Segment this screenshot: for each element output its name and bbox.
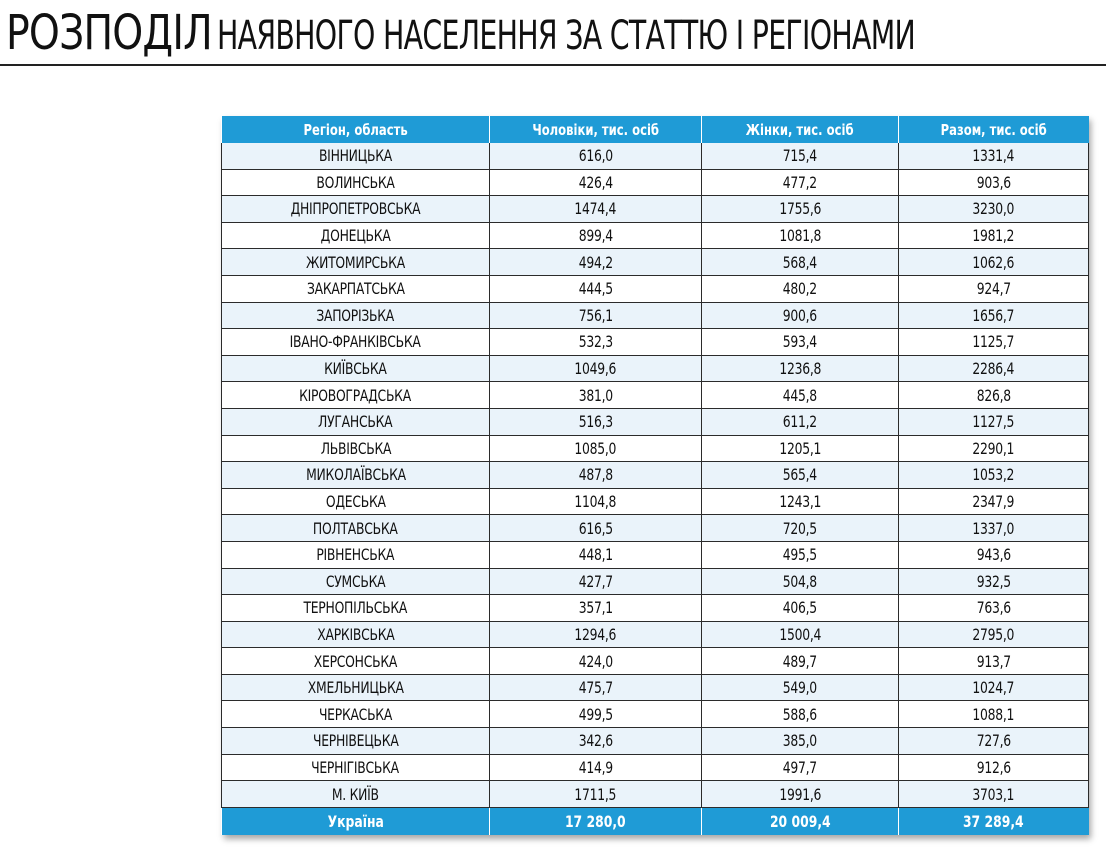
women-value: 495,5 (782, 545, 818, 565)
table-row (222, 355, 1089, 382)
region-cell (222, 408, 490, 435)
region-cell (222, 196, 490, 223)
total-value: 3230,0 (972, 199, 1015, 219)
total-cell (899, 435, 1089, 462)
column-header-women (702, 116, 899, 143)
region-value: ТЕРНОПІЛЬСЬКА (303, 598, 408, 618)
total-value: 727,6 (976, 731, 1011, 751)
page-title (6, 2, 1106, 64)
men-value: 616,5 (578, 518, 613, 538)
region-cell (222, 488, 490, 515)
total-value: 1656,7 (972, 305, 1015, 325)
women-cell (702, 621, 899, 648)
men-cell (490, 515, 702, 542)
region-cell (222, 515, 490, 542)
table-header (222, 116, 1089, 143)
region-value: ІВАНО-ФРАНКІВСЬКА (290, 332, 421, 352)
men-cell (490, 728, 702, 755)
men-cell (490, 781, 702, 808)
table-row (222, 222, 1089, 249)
total-region-cell (222, 807, 490, 835)
total-cell (899, 329, 1089, 356)
men-value: 424,0 (578, 651, 613, 671)
column-header-total-label: Разом, тис. осіб (940, 120, 1047, 139)
women-cell (702, 595, 899, 622)
region-value: ЗАПОРІЗЬКА (316, 305, 395, 325)
women-value: 385,0 (782, 731, 818, 751)
table-row (222, 302, 1089, 329)
table-row (222, 329, 1089, 356)
women-cell (702, 515, 899, 542)
region-cell (222, 781, 490, 808)
women-value: 1205,1 (779, 438, 821, 458)
total-value: 826,8 (976, 385, 1011, 405)
women-cell (702, 143, 899, 169)
region-cell (222, 462, 490, 489)
men-cell (490, 621, 702, 648)
total-cell (899, 728, 1089, 755)
region-value: ЧЕРКАСЬКА (318, 704, 393, 724)
women-value: 504,8 (782, 571, 818, 591)
table-row (222, 515, 1089, 542)
total-value: 1337,0 (972, 518, 1015, 538)
total-cell (899, 382, 1089, 409)
men-cell (490, 169, 702, 196)
men-value: 342,6 (578, 731, 613, 751)
region-value: М. КИЇВ (332, 784, 379, 804)
total-cell (899, 302, 1089, 329)
women-cell (702, 781, 899, 808)
women-value: 489,7 (782, 651, 818, 671)
table-row (222, 435, 1089, 462)
total-cell (899, 781, 1089, 808)
men-value: 414,9 (578, 757, 613, 777)
men-value: 499,5 (578, 704, 613, 724)
women-cell (702, 408, 899, 435)
region-value: ДНІПРОПЕТРОВСЬКА (290, 199, 421, 219)
table-row (222, 488, 1089, 515)
title-main: РОЗПОДІЛ (6, 5, 212, 61)
men-cell (490, 329, 702, 356)
column-header-total (899, 116, 1089, 143)
total-value: 1088,1 (972, 704, 1015, 724)
women-value: 1243,1 (779, 492, 821, 512)
total-value: 924,7 (976, 279, 1011, 299)
total-cell (899, 462, 1089, 489)
men-cell (490, 382, 702, 409)
region-cell (222, 701, 490, 728)
region-cell (222, 302, 490, 329)
men-cell (490, 196, 702, 223)
total-cell (899, 196, 1089, 223)
women-cell (702, 275, 899, 302)
region-cell (222, 169, 490, 196)
total-cell (899, 621, 1089, 648)
total-men-value: 17 280,0 (565, 811, 626, 831)
men-value: 487,8 (578, 465, 613, 485)
region-value: СУМСЬКА (325, 571, 386, 591)
table-row (222, 143, 1089, 169)
region-cell (222, 621, 490, 648)
women-cell (702, 568, 899, 595)
total-women-value: 20 009,4 (769, 811, 831, 831)
men-cell (490, 568, 702, 595)
population-table (221, 116, 1089, 835)
total-cell (899, 701, 1089, 728)
table-row (222, 382, 1089, 409)
column-header-men (490, 116, 702, 143)
women-cell (702, 488, 899, 515)
region-cell (222, 435, 490, 462)
women-cell (702, 435, 899, 462)
total-value: 1125,7 (972, 332, 1015, 352)
total-sum-cell (899, 807, 1089, 835)
table-row (222, 568, 1089, 595)
women-value: 593,4 (782, 332, 818, 352)
women-value: 445,8 (782, 385, 818, 405)
women-value: 611,2 (782, 412, 818, 432)
table-row (222, 621, 1089, 648)
total-value: 943,6 (976, 545, 1011, 565)
region-value: ЧЕРНІВЕЦЬКА (312, 731, 399, 751)
region-value: КІРОВОГРАДСЬКА (299, 385, 412, 405)
region-value: ЛУГАНСЬКА (318, 412, 393, 432)
region-value: ХЕРСОНСЬКА (313, 651, 398, 671)
men-cell (490, 408, 702, 435)
total-value: 2290,1 (972, 438, 1015, 458)
women-value: 406,5 (782, 598, 818, 618)
region-value: ВОЛИНСЬКА (316, 172, 395, 192)
region-cell (222, 222, 490, 249)
men-value: 516,3 (578, 412, 613, 432)
total-value: 2347,9 (972, 492, 1015, 512)
region-cell (222, 728, 490, 755)
total-value: 932,5 (976, 571, 1011, 591)
men-cell (490, 435, 702, 462)
region-cell (222, 249, 490, 276)
region-value: ЛЬВІВСЬКА (320, 438, 391, 458)
women-value: 720,5 (782, 518, 818, 538)
women-cell (702, 728, 899, 755)
table-row (222, 648, 1089, 675)
women-value: 1755,6 (779, 199, 821, 219)
men-value: 357,1 (578, 598, 613, 618)
region-cell (222, 568, 490, 595)
men-value: 616,0 (578, 146, 613, 166)
women-cell (702, 382, 899, 409)
men-value: 899,4 (578, 226, 613, 246)
total-cell (899, 222, 1089, 249)
women-value: 900,6 (782, 305, 818, 325)
women-cell (702, 674, 899, 701)
column-header-women-label: Жінки, тис. осіб (746, 120, 854, 139)
region-cell (222, 382, 490, 409)
total-value: 913,7 (976, 651, 1011, 671)
women-cell (702, 754, 899, 781)
region-value: ХАРКІВСЬКА (316, 624, 395, 644)
region-cell (222, 754, 490, 781)
total-cell (899, 249, 1089, 276)
men-cell (490, 302, 702, 329)
total-cell (899, 754, 1089, 781)
region-value: ЗАКАРПАТСЬКА (306, 279, 405, 299)
total-cell (899, 648, 1089, 675)
men-value: 381,0 (578, 385, 613, 405)
region-value: ДОНЕЦЬКА (320, 226, 391, 246)
men-value: 1474,4 (574, 199, 617, 219)
total-value: 3703,1 (972, 784, 1015, 804)
total-cell (899, 595, 1089, 622)
title-divider (0, 64, 1106, 66)
total-men-cell (490, 807, 702, 835)
region-cell (222, 595, 490, 622)
men-value: 426,4 (578, 172, 613, 192)
women-value: 1500,4 (779, 624, 821, 644)
men-value: 1049,6 (574, 359, 617, 379)
women-cell (702, 169, 899, 196)
women-value: 588,6 (782, 704, 818, 724)
women-value: 565,4 (782, 465, 818, 485)
women-cell (702, 355, 899, 382)
table-footer (222, 807, 1089, 835)
total-value: 1062,6 (972, 252, 1015, 272)
men-value: 1085,0 (574, 438, 617, 458)
total-sum-value: 37 289,4 (963, 811, 1025, 831)
men-cell (490, 275, 702, 302)
region-value: КИЇВСЬКА (324, 359, 387, 379)
men-cell (490, 488, 702, 515)
women-cell (702, 648, 899, 675)
men-value: 756,1 (578, 305, 613, 325)
region-cell (222, 355, 490, 382)
men-cell (490, 249, 702, 276)
men-cell (490, 701, 702, 728)
region-value: ЖИТОМИРСЬКА (306, 252, 405, 272)
total-cell (899, 408, 1089, 435)
men-value: 494,2 (578, 252, 613, 272)
table-row (222, 462, 1089, 489)
women-cell (702, 249, 899, 276)
men-cell (490, 143, 702, 169)
region-value: МИКОЛАЇВСЬКА (305, 465, 406, 485)
region-cell (222, 648, 490, 675)
men-value: 532,3 (578, 332, 613, 352)
total-value: 2795,0 (972, 624, 1015, 644)
table-row (222, 781, 1089, 808)
region-value: ОДЕСЬКА (325, 492, 386, 512)
men-value: 475,7 (578, 678, 613, 698)
total-cell (899, 515, 1089, 542)
region-value: ХМЕЛЬНИЦЬКА (307, 678, 404, 698)
total-region-label: Україна (327, 811, 384, 831)
region-value: ПОЛТАВСЬКА (313, 518, 398, 538)
region-cell (222, 143, 490, 169)
total-cell (899, 355, 1089, 382)
men-cell (490, 648, 702, 675)
total-cell (899, 143, 1089, 169)
total-cell (899, 488, 1089, 515)
total-value: 763,6 (976, 598, 1011, 618)
total-value: 903,6 (976, 172, 1011, 192)
men-cell (490, 674, 702, 701)
men-cell (490, 754, 702, 781)
population-table-container (221, 116, 1088, 835)
women-cell (702, 329, 899, 356)
column-header-men-label: Чоловіки, тис. осіб (532, 120, 659, 139)
total-cell (899, 674, 1089, 701)
table-row (222, 754, 1089, 781)
women-value: 1236,8 (779, 359, 821, 379)
men-cell (490, 222, 702, 249)
men-cell (490, 355, 702, 382)
total-value: 912,6 (976, 757, 1011, 777)
women-cell (702, 541, 899, 568)
table-row (222, 249, 1089, 276)
column-header-region (222, 116, 490, 143)
men-cell (490, 595, 702, 622)
table-row (222, 275, 1089, 302)
region-cell (222, 674, 490, 701)
region-value: РІВНЕНСЬКА (316, 545, 395, 565)
total-value: 1053,2 (972, 465, 1015, 485)
table-row (222, 196, 1089, 223)
table-row (222, 701, 1089, 728)
men-cell (490, 541, 702, 568)
women-value: 549,0 (782, 678, 818, 698)
men-value: 427,7 (578, 571, 613, 591)
women-value: 568,4 (782, 252, 818, 272)
women-value: 715,4 (782, 146, 818, 166)
women-cell (702, 196, 899, 223)
region-value: ЧЕРНІГІВСЬКА (311, 757, 400, 777)
men-value: 1294,6 (574, 624, 617, 644)
women-value: 480,2 (782, 279, 818, 299)
table-row (222, 728, 1089, 755)
women-cell (702, 462, 899, 489)
total-value: 1981,2 (972, 226, 1015, 246)
total-cell (899, 169, 1089, 196)
table-row (222, 169, 1089, 196)
total-cell (899, 568, 1089, 595)
total-value: 2286,4 (972, 359, 1015, 379)
region-cell (222, 541, 490, 568)
total-women-cell (702, 807, 899, 835)
men-cell (490, 462, 702, 489)
women-value: 1991,6 (779, 784, 821, 804)
men-value: 448,1 (578, 545, 613, 565)
women-cell (702, 302, 899, 329)
women-value: 497,7 (782, 757, 818, 777)
region-value: ВІННИЦЬКА (318, 146, 393, 166)
region-cell (222, 275, 490, 302)
title-subtitle: НАЯВНОГО НАСЕЛЕННЯ ЗА СТАТТЮ І РЕГІОНАМИ (217, 13, 916, 59)
column-header-region-label: Регіон, область (303, 120, 408, 139)
table-row (222, 408, 1089, 435)
total-cell (899, 541, 1089, 568)
table-total-row (222, 807, 1089, 835)
men-value: 1711,5 (574, 784, 617, 804)
table-row (222, 541, 1089, 568)
men-value: 444,5 (578, 279, 613, 299)
region-cell (222, 329, 490, 356)
total-value: 1024,7 (972, 678, 1015, 698)
table-body (222, 143, 1089, 807)
table-header-row (222, 116, 1089, 143)
women-cell (702, 701, 899, 728)
table-row (222, 595, 1089, 622)
women-cell (702, 222, 899, 249)
men-value: 1104,8 (574, 492, 617, 512)
table-row (222, 674, 1089, 701)
women-value: 477,2 (782, 172, 818, 192)
women-value: 1081,8 (779, 226, 821, 246)
total-value: 1127,5 (972, 412, 1015, 432)
total-value: 1331,4 (972, 146, 1015, 166)
total-cell (899, 275, 1089, 302)
